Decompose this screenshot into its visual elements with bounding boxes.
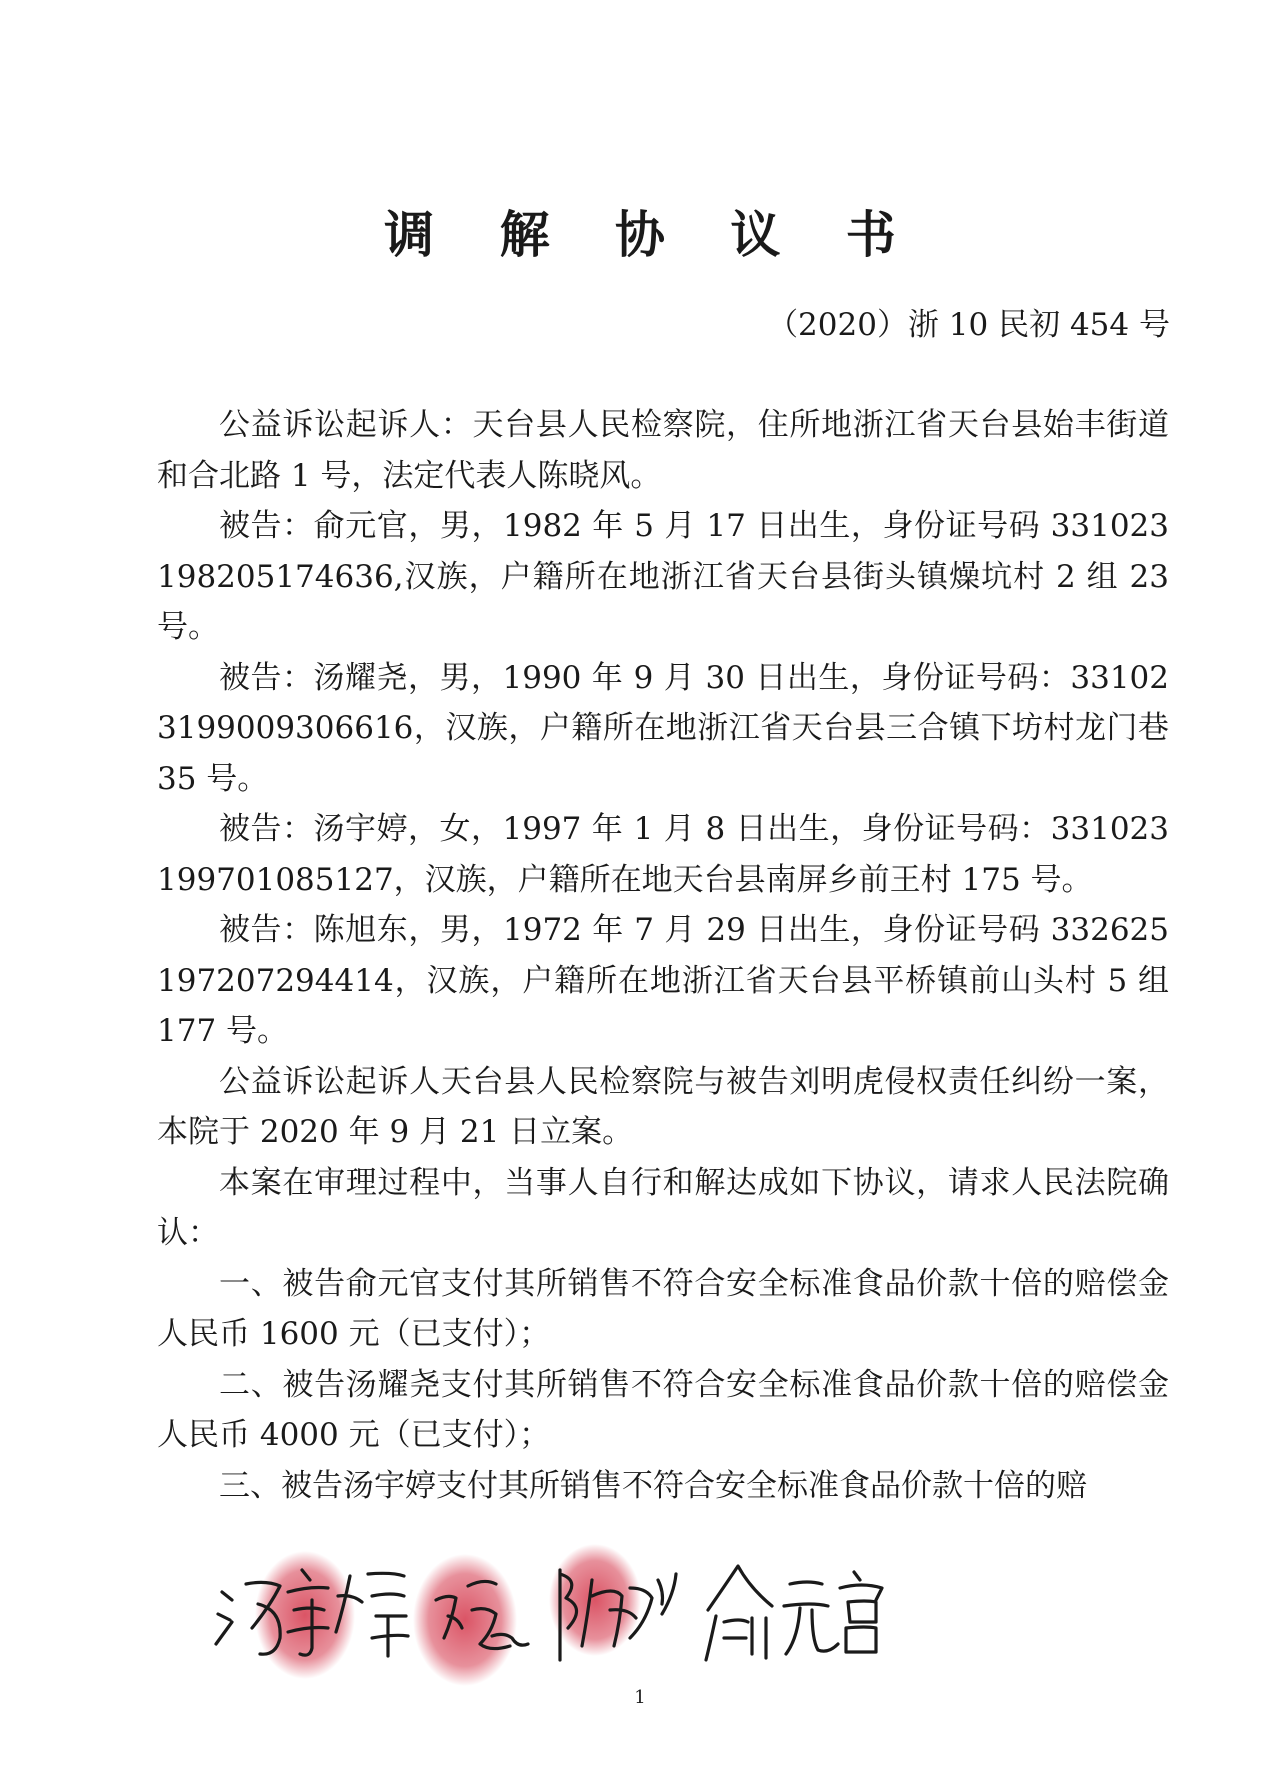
case-number: （2020）浙 10 民初 454 号 bbox=[767, 307, 1170, 343]
paragraph: 一、被告俞元官支付其所销售不符合安全标准食品价款十倍的赔偿金人民币 1600 元（已支付）； bbox=[157, 1265, 1169, 1352]
paragraph: 被告：俞元官，男，1982 年 5 月 17 日出生，身份证号码 331023198205174636,汉族，户籍所在地浙江省天台县街头镇燥坑村 2 组 23 号。 bbox=[157, 508, 1169, 645]
paragraph: 公益诉讼起诉人天台县人民检察院与被告刘明虎侵权责任纠纷一案，本院于 2020 年 9 月 21 日立案。 bbox=[157, 1063, 1169, 1150]
signature-area bbox=[200, 1540, 920, 1690]
paragraph: 公益诉讼起诉人：天台县人民检察院，住所地浙江省天台县始丰街道和合北路 1 号，法定代表人陈晓风。 bbox=[157, 407, 1169, 494]
document-body bbox=[157, 400, 1169, 1511]
paragraph: 被告：陈旭东，男，1972 年 7 月 29 日出生，身份证号码 332625197207294414，汉族，户籍所在地浙江省天台县平桥镇前山头村 5 组 177 号。 bbox=[157, 912, 1169, 1049]
paragraph: 三、被告汤宇婷支付其所销售不符合安全标准食品价款十倍的赔 bbox=[219, 1467, 1087, 1504]
paragraph: 被告：汤耀尧，男，1990 年 9 月 30 日出生，身份证号码：331023199009306616，汉族，户籍所在地浙江省天台县三合镇下坊村龙门巷 35 号。 bbox=[157, 659, 1169, 797]
paragraph: 二、被告汤耀尧支付其所销售不符合安全标准食品价款十倍的赔偿金人民币 4000 元（已支付）； bbox=[157, 1366, 1169, 1453]
page-number: 1 bbox=[634, 1687, 646, 1708]
paragraph: 被告：汤宇婷，女，1997 年 1 月 8 日出生，身份证号码：331023199701085127，汉族，户籍所在地天台县南屏乡前王村 175 号。 bbox=[157, 811, 1169, 898]
document-title: 调 解 协 议 书 bbox=[384, 206, 920, 264]
paragraph: 本案在审理过程中，当事人自行和解达成如下协议，请求人民法院确认： bbox=[157, 1164, 1169, 1251]
